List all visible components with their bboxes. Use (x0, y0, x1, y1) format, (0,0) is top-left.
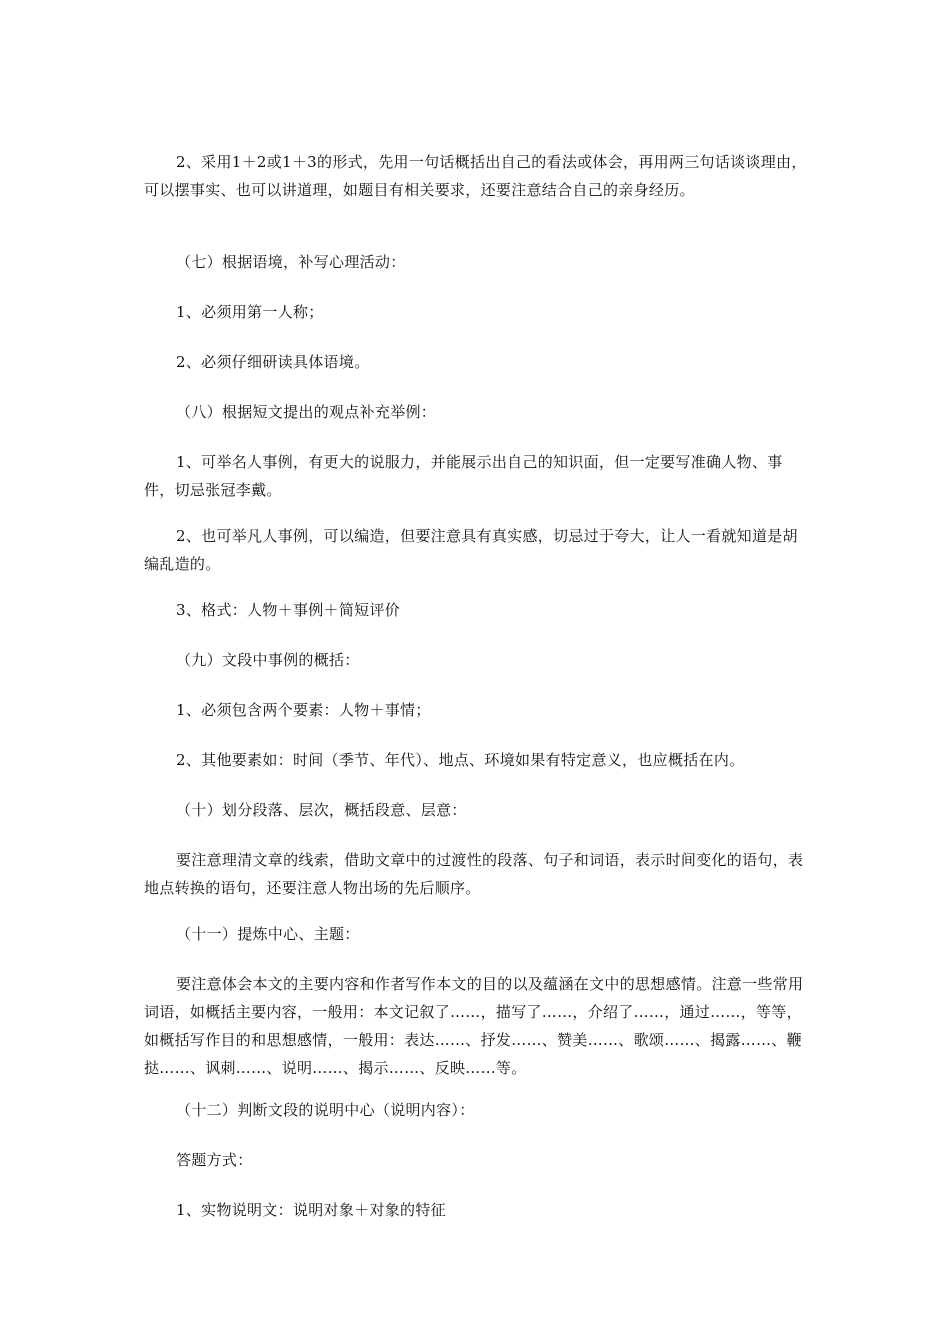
heading-section-8: （八）根据短文提出的观点补充举例： (176, 403, 437, 421)
paragraph-answer-format: 2、采用1＋2或1＋3的形式，先用一句话概括出自己的看法或体会，再用两三句话谈谈理由，可以摆事实、也可以讲道理，如题目有相关要求，还要注意结合自己的亲身经历。 (144, 153, 807, 199)
paragraph-clues: 要注意理清文章的线索，借助文章中的过渡性的段落、句子和词语，表示时间变化的语句，表地点转换的语句，还要注意人物出场的先后顺序。 (144, 851, 804, 897)
paragraph-central-theme: 要注意体会本文的主要内容和作者写作本文的目的以及蕴涵在文中的思想感情。注意一些常用词语，如概括主要内容，一般用：本文记叙了……，描写了……，介绍了……，通过……，等等，如概括写作目的和思想感情，一般用：表达……、抒发……、赞美……、歌颂……、揭露……、鞭挞……、讽刺……、说明……、揭示……、反映……等。 (144, 975, 804, 1077)
paragraph-example-format: 3、格式：人物＋事例＋简短评价 (176, 601, 401, 619)
paragraph-famous-examples: 1、可举名人事例，有更大的说服力，并能展示出自己的知识面，但一定要写准确人物、事件，切忌张冠李戴。 (144, 453, 783, 499)
paragraph-first-person: 1、必须用第一人称； (176, 303, 324, 321)
paragraph-object-explanation: 1、实物说明文：说明对象＋对象的特征 (176, 1201, 446, 1219)
paragraph-two-elements: 1、必须包含两个要素：人物＋事情； (176, 701, 431, 719)
heading-section-12: （十二）判断文段的说明中心（说明内容）： (176, 1101, 475, 1119)
paragraph-ordinary-examples: 2、也可举凡人事例，可以编造，但要注意具有真实感，切忌过于夸大，让人一看就知道是胡编乱造的。 (144, 527, 798, 573)
heading-section-11: （十一）提炼中心、主题： (176, 925, 360, 943)
heading-section-7: （七）根据语境，补写心理活动： (176, 253, 406, 271)
heading-section-9: （九）文段中事例的概括： (176, 651, 360, 669)
paragraph-other-elements: 2、其他要素如：时间（季节、年代）、地点、环境如果有特定意义，也应概括在内。 (176, 751, 745, 769)
heading-section-10: （十）划分段落、层次，概括段意、层意： (176, 801, 467, 819)
paragraph-answer-method: 答题方式： (176, 1151, 253, 1169)
paragraph-context: 2、必须仔细研读具体语境。 (176, 353, 370, 371)
